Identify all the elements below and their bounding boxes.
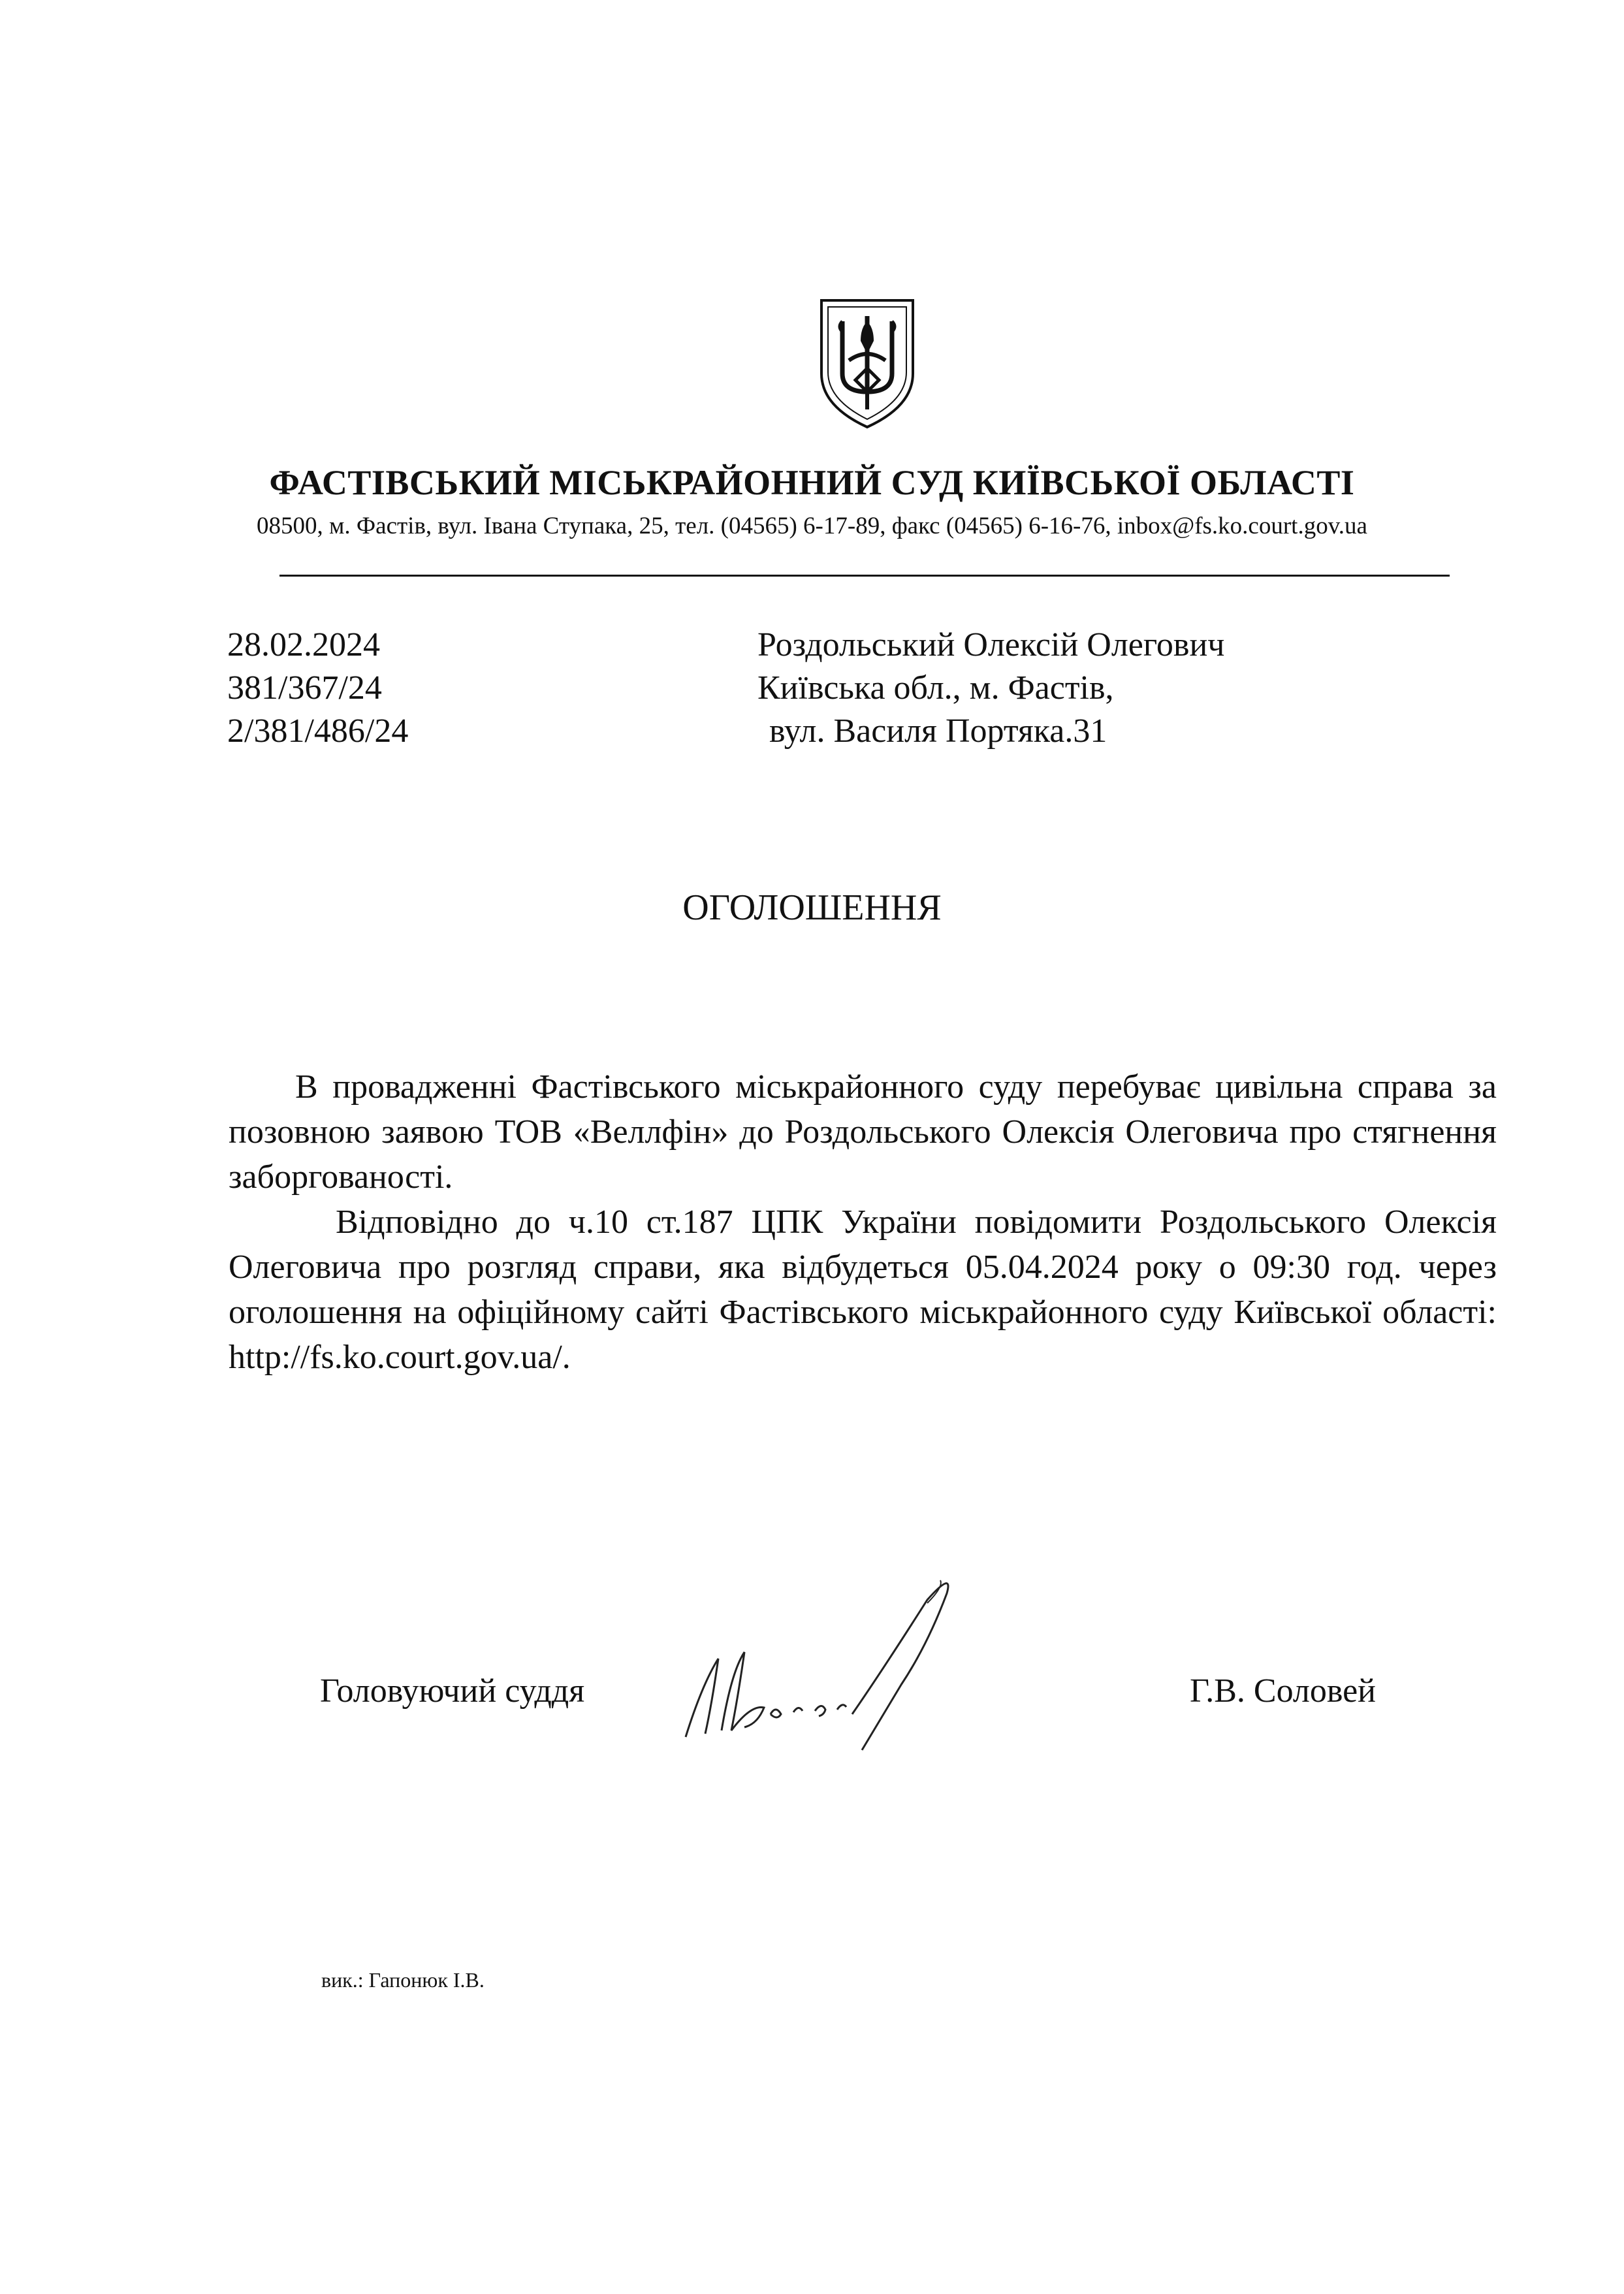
court-address: 08500, м. Фастів, вул. Івана Ступака, 25, тел. (04565) 6-17-89, факс (04565) 6-16-76, inbox@fs.ko.court.gov.ua [257, 513, 1367, 539]
case-number: 2/381/486/24 [227, 712, 409, 750]
outgoing-number: 381/367/24 [227, 669, 382, 707]
header-divider [279, 575, 1450, 577]
tryzub-emblem-icon [815, 295, 919, 432]
recipient-address-line1: Київська обл., м. Фастів, [757, 669, 1114, 707]
executor-note: вик.: Гапонюк І.В. [321, 1968, 485, 1992]
body-paragraph-1: В провадженні Фастівського міськрайонного суду перебуває цивільна справа за позовною заявою ТОВ «Веллфін» до Роздольського Олексія Олеговича про стягнення заборгованості. [229, 1068, 1497, 1196]
document-date: 28.02.2024 [227, 626, 380, 663]
announcement-title: ОГОЛОШЕННЯ [682, 887, 942, 928]
recipient-name: Роздольський Олексій Олегович [757, 626, 1225, 663]
body-paragraph-2: Відповідно до ч.10 ст.187 ЦПК України повідомити Роздольського Олексія Олеговича про розгляд справи, яка відбудеться 05.04.2024 року о 09:30 год. через оголошення на офіційному сайті Фастівського міськрайонного суду Київської області: http://fs.ko.court.gov.ua/. [229, 1203, 1497, 1376]
handwritten-signature [666, 1574, 1006, 1757]
signer-role: Головуючий суддя [320, 1672, 585, 1710]
recipient-address-line2: вул. Василя Портяка.31 [769, 712, 1107, 750]
signer-name: Г.В. Соловей [1190, 1672, 1376, 1710]
court-name: ФАСТІВСЬКИЙ МІСЬКРАЙОННИЙ СУД КИЇВСЬКОЇ ОБЛАСТІ [269, 463, 1355, 502]
